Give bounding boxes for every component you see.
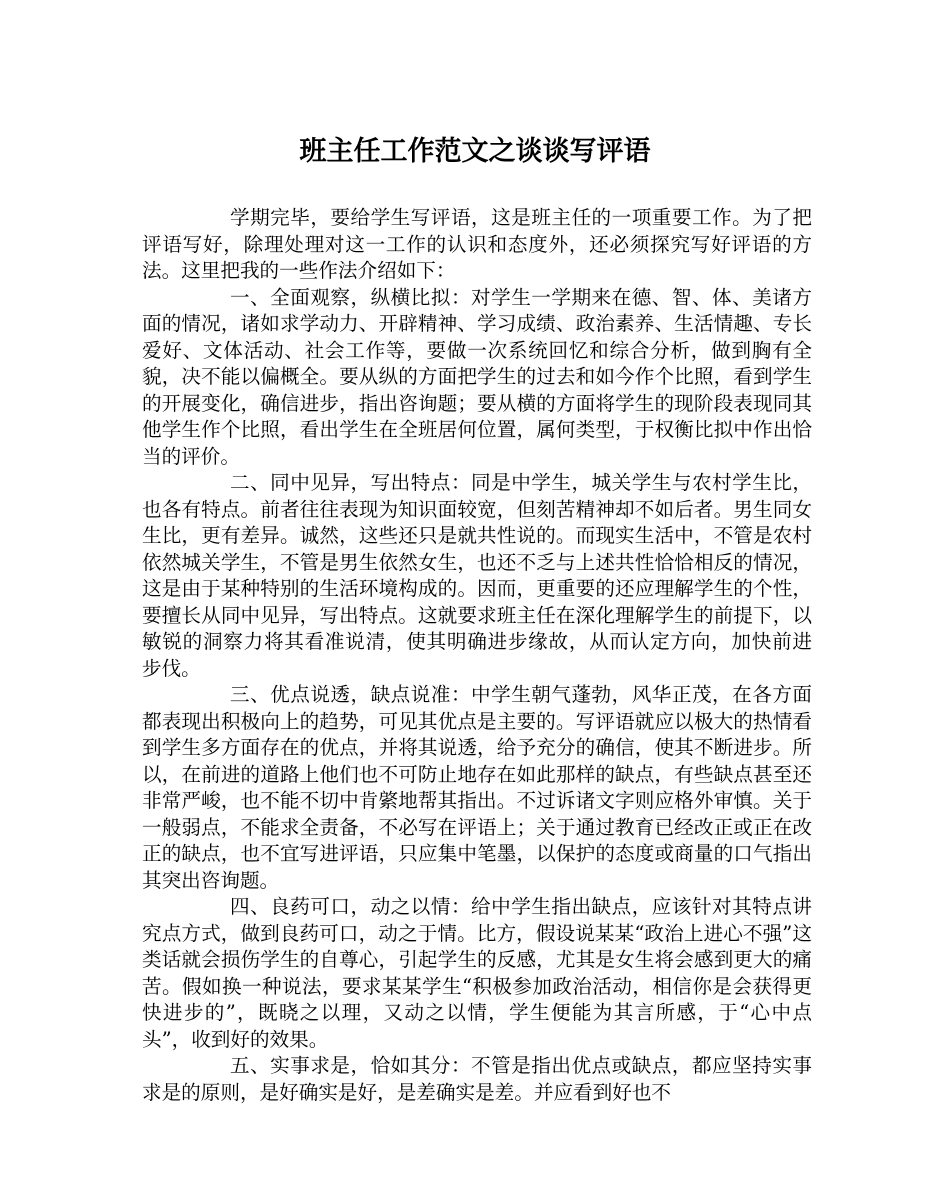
document-title: 班主任工作范文之谈谈写评语 [299,136,651,167]
document-body [142,205,812,1106]
paragraph-section-3: 三、优点说透，缺点说准：中学生朝气蓬勃，风华正茂，在各方面都表现出积极向上的趋势，可见其优点是主要的。写评语就应以极大的热情看到学生多方面存在的优点，并将其说透，给予充分的确信，使其不断进步。所以，在前进的道路上他们也不可防止地存在如此那样的缺点，有些缺点甚至还非常严峻，也不能不切中肯綮地帮其指出。不过诉诸文字则应格外审慎。关于一般弱点，不能求全责备，不必写在评语上；关于通过教育已经改正或正在改正的缺点，也不宜写进评语，只应集中笔墨，以保护的态度或商量的口气指出其突出咨询题。 [142,683,812,892]
paragraph-section-4: 四、良药可口，动之以情：给中学生指出缺点，应该针对其特点讲究点方式，做到良药可口，动之于情。比方，假设说某某“政治上进心不强”这类话就会损伤学生的自尊心，引起学生的反感，尤其是女生将会感到更大的痛苦。假如换一种说法，要求某某学生“积极参加政治活动，相信你是会获得更快进步的”，既晓之以理，又动之以情，学生便能为其言所感，于“心中点头”，收到好的效果。 [142,895,812,1051]
paragraph-section-1: 一、全面观察，纵横比拟：对学生一学期来在德、智、体、美诸方面的情况，诸如求学动力、开辟精神、学习成绩、政治素养、生活情趣、专长爱好、文体活动、社会工作等，要做一次系统回忆和综合分析，做到胸有全貌，决不能以偏概全。要从纵的方面把学生的过去和如今作个比照，看到学生的开展变化，确信进步，指出咨询题；要从横的方面将学生的现阶段表现同其他学生作个比照，看出学生在全班居何位置，属何类型，于权衡比拟中作出恰当的评价。 [142,285,812,468]
paragraph-section-2: 二、同中见异，写出特点：同是中学生，城关学生与农村学生比，也各有特点。前者往往表现为知识面较宽，但刻苦精神却不如后者。男生同女生比，更有差异。诚然，这些还只是就共性说的。而现实生活中，不管是农村依然城关学生，不管是男生依然女生，也还不乏与上述共性恰恰相反的情况，这是由于某种特别的生活环境构成的。因而，更重要的还应理解学生的个性，要擅长从同中见异，写出特点。这就要求班主任在深化理解学生的前提下，以敏锐的洞察力将其看准说清，使其明确进步缘故，从而认定方向，加快前进 步伐。 [142,471,812,680]
paragraph-section-5: 五、实事求是，恰如其分：不管是指出优点或缺点，都应坚持实事求是的原则，是好确实是好，是差确实是差。并应看到好也不 [142,1054,812,1104]
paragraph-intro: 学期完毕，要给学生写评语，这是班主任的一项重要工作。为了把评语写好，除理处理对这一工作的认识和态度外，还必须探究写好评语的方法。这里把我的一些作法介绍如下： [142,206,812,282]
